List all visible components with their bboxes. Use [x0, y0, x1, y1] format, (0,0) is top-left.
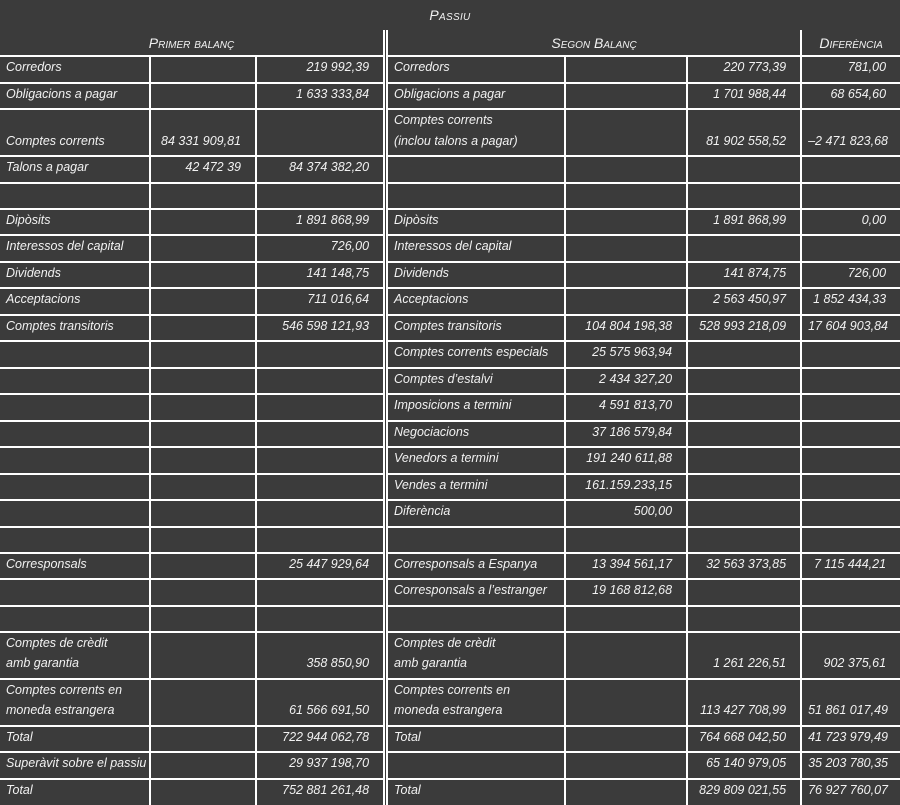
cell-first-total: 61 566 691,50 [256, 679, 384, 726]
cell-second-label: Total [387, 779, 565, 805]
cell-first-total [256, 447, 384, 474]
cell-second-subtotal [565, 183, 687, 209]
cell-second-total: 1 261 226,51 [687, 632, 801, 679]
cell-second-total: 528 993 218,09 [687, 315, 801, 342]
cell-first-subtotal [150, 474, 256, 501]
cell-second-label: Dividends [387, 262, 565, 289]
table-row [0, 474, 900, 501]
cell-first-total [256, 421, 384, 448]
cell-difference [801, 579, 900, 606]
cell-first-total: 141 148,75 [256, 262, 384, 289]
cell-first-label [0, 474, 150, 501]
cell-difference: 41 723 979,49 [801, 726, 900, 753]
cell-first-label [0, 579, 150, 606]
cell-first-subtotal [150, 421, 256, 448]
cell-second-total [687, 527, 801, 553]
table-row [0, 315, 900, 342]
cell-second-total [687, 156, 801, 183]
table-row [0, 209, 900, 236]
cell-second-label: Comptes d’estalvi [387, 368, 565, 395]
cell-first-subtotal [150, 679, 256, 726]
cell-second-subtotal [565, 679, 687, 726]
cell-second-label [387, 606, 565, 632]
cell-first-label [0, 183, 150, 209]
cell-second-subtotal [565, 726, 687, 753]
cell-second-label: Imposicions a termini [387, 394, 565, 421]
cell-first-total: 546 598 121,93 [256, 315, 384, 342]
cell-first-total [256, 606, 384, 632]
cell-second-subtotal: 161.159.233,15 [565, 474, 687, 501]
cell-second-subtotal [565, 632, 687, 679]
table-row [0, 679, 900, 726]
cell-first-total: 752 881 261,48 [256, 779, 384, 805]
table-row [0, 156, 900, 183]
table-row [0, 262, 900, 289]
cell-first-label: Obligacions a pagar [0, 83, 150, 110]
cell-difference: 68 654,60 [801, 83, 900, 110]
cell-difference: 726,00 [801, 262, 900, 289]
table-row [0, 56, 900, 83]
cell-first-label [0, 394, 150, 421]
table-row [0, 83, 900, 110]
cell-first-label [0, 341, 150, 368]
cell-difference [801, 421, 900, 448]
cell-difference: 1 852 434,33 [801, 288, 900, 315]
cell-first-label: Comptes de crèdit amb garantia [0, 632, 150, 679]
cell-first-subtotal [150, 632, 256, 679]
cell-second-subtotal [565, 56, 687, 83]
cell-first-subtotal [150, 579, 256, 606]
cell-first-total: 25 447 929,64 [256, 553, 384, 580]
cell-difference [801, 447, 900, 474]
cell-second-label [387, 156, 565, 183]
cell-first-label: Corresponsals [0, 553, 150, 580]
table-row [0, 341, 900, 368]
cell-second-total [687, 394, 801, 421]
cell-second-total: 1 891 868,99 [687, 209, 801, 236]
cell-difference: 7 115 444,21 [801, 553, 900, 580]
cell-difference [801, 394, 900, 421]
cell-first-total: 1 891 868,99 [256, 209, 384, 236]
cell-second-subtotal: 191 240 611,88 [565, 447, 687, 474]
cell-first-subtotal [150, 779, 256, 805]
cell-first-total [256, 579, 384, 606]
cell-difference [801, 500, 900, 527]
cell-second-total: 2 563 450,97 [687, 288, 801, 315]
cell-second-label [387, 752, 565, 779]
cell-second-subtotal [565, 156, 687, 183]
cell-first-label [0, 368, 150, 395]
cell-first-total [256, 394, 384, 421]
cell-second-label: Interessos del capital [387, 235, 565, 262]
cell-first-total: 1 633 333,84 [256, 83, 384, 110]
cell-first-total: 219 992,39 [256, 56, 384, 83]
cell-second-total: 1 701 988,44 [687, 83, 801, 110]
table-row [0, 421, 900, 448]
cell-difference [801, 474, 900, 501]
cell-second-subtotal: 500,00 [565, 500, 687, 527]
cell-difference [801, 368, 900, 395]
cell-first-subtotal [150, 752, 256, 779]
cell-first-label: Comptes transitoris [0, 315, 150, 342]
cell-second-total [687, 183, 801, 209]
table-row [0, 500, 900, 527]
cell-second-label: Corresponsals a l’estranger [387, 579, 565, 606]
cell-first-label: Interessos del capital [0, 235, 150, 262]
cell-second-total [687, 579, 801, 606]
header-second-balance: Segon Balanç [387, 30, 801, 56]
cell-second-subtotal: 104 804 198,38 [565, 315, 687, 342]
table-row [0, 553, 900, 580]
cell-first-subtotal [150, 606, 256, 632]
cell-second-subtotal [565, 779, 687, 805]
cell-second-subtotal: 25 575 963,94 [565, 341, 687, 368]
cell-second-label: Vendes a termini [387, 474, 565, 501]
cell-first-total: 29 937 198,70 [256, 752, 384, 779]
cell-second-subtotal [565, 209, 687, 236]
cell-second-total: 141 874,75 [687, 262, 801, 289]
cell-difference [801, 183, 900, 209]
cell-first-label: Comptes corrents [0, 109, 150, 156]
cell-first-subtotal: 84 331 909,81 [150, 109, 256, 156]
cell-second-total: 65 140 979,05 [687, 752, 801, 779]
cell-second-subtotal [565, 288, 687, 315]
cell-second-label: Comptes corrents en moneda estrangera [387, 679, 565, 726]
cell-second-total [687, 447, 801, 474]
cell-first-subtotal [150, 726, 256, 753]
cell-first-subtotal [150, 56, 256, 83]
cell-first-label: Dividends [0, 262, 150, 289]
table-row [0, 235, 900, 262]
cell-difference: 0,00 [801, 209, 900, 236]
cell-first-label: Comptes corrents en moneda estrangera [0, 679, 150, 726]
cell-second-total: 220 773,39 [687, 56, 801, 83]
cell-second-label: Comptes de crèdit amb garantia [387, 632, 565, 679]
cell-second-subtotal: 4 591 813,70 [565, 394, 687, 421]
table-row [0, 183, 900, 209]
cell-first-subtotal [150, 235, 256, 262]
cell-second-label: Comptes corrents especials [387, 341, 565, 368]
cell-first-total [256, 368, 384, 395]
cell-difference: 902 375,61 [801, 632, 900, 679]
cell-second-total [687, 421, 801, 448]
cell-second-total [687, 341, 801, 368]
cell-difference: 17 604 903,84 [801, 315, 900, 342]
cell-difference [801, 156, 900, 183]
cell-second-subtotal: 37 186 579,84 [565, 421, 687, 448]
cell-difference: 781,00 [801, 56, 900, 83]
table-row [0, 368, 900, 395]
cell-first-subtotal [150, 341, 256, 368]
cell-first-subtotal [150, 368, 256, 395]
cell-first-subtotal: 42 472 39 [150, 156, 256, 183]
cell-difference: 35 203 780,35 [801, 752, 900, 779]
cell-second-subtotal [565, 752, 687, 779]
cell-first-label: Corredors [0, 56, 150, 83]
table-row [0, 394, 900, 421]
cell-first-label [0, 527, 150, 553]
cell-second-subtotal [565, 83, 687, 110]
cell-first-total: 722 944 062,78 [256, 726, 384, 753]
cell-difference: 51 861 017,49 [801, 679, 900, 726]
cell-second-label: Obligacions a pagar [387, 83, 565, 110]
cell-second-label: Total [387, 726, 565, 753]
table-row [0, 752, 900, 779]
cell-second-label: Diferència [387, 500, 565, 527]
cell-first-label: Talons a pagar [0, 156, 150, 183]
cell-first-subtotal [150, 83, 256, 110]
cell-second-subtotal [565, 235, 687, 262]
cell-first-total [256, 474, 384, 501]
cell-first-label: Acceptacions [0, 288, 150, 315]
cell-difference [801, 527, 900, 553]
cell-second-total [687, 606, 801, 632]
cell-second-subtotal: 19 168 812,68 [565, 579, 687, 606]
cell-first-label: Total [0, 779, 150, 805]
cell-second-total [687, 474, 801, 501]
cell-first-subtotal [150, 447, 256, 474]
cell-second-label: Negociacions [387, 421, 565, 448]
cell-second-total: 764 668 042,50 [687, 726, 801, 753]
cell-first-label: Dipòsits [0, 209, 150, 236]
cell-difference [801, 606, 900, 632]
table-row [0, 447, 900, 474]
cell-first-subtotal [150, 262, 256, 289]
header-first-balance: Primer balanç [0, 30, 384, 56]
cell-second-subtotal [565, 262, 687, 289]
cell-second-label: Comptes transitoris [387, 315, 565, 342]
cell-first-total: 358 850,90 [256, 632, 384, 679]
cell-second-total [687, 368, 801, 395]
cell-first-total: 84 374 382,20 [256, 156, 384, 183]
cell-first-label [0, 421, 150, 448]
cell-first-subtotal [150, 183, 256, 209]
table-row [0, 527, 900, 553]
cell-first-total [256, 109, 384, 156]
cell-first-total [256, 500, 384, 527]
cell-second-total: 829 809 021,55 [687, 779, 801, 805]
liabilities-table [0, 30, 900, 805]
cell-first-subtotal [150, 288, 256, 315]
table-row [0, 779, 900, 805]
cell-second-total: 113 427 708,99 [687, 679, 801, 726]
cell-first-subtotal [150, 209, 256, 236]
cell-first-label: Total [0, 726, 150, 753]
table-row [0, 288, 900, 315]
cell-second-label: Acceptacions [387, 288, 565, 315]
cell-first-total [256, 527, 384, 553]
cell-difference [801, 341, 900, 368]
cell-first-subtotal [150, 553, 256, 580]
cell-second-label: Venedors a termini [387, 447, 565, 474]
cell-first-total [256, 183, 384, 209]
table-row [0, 632, 900, 679]
cell-first-subtotal [150, 394, 256, 421]
table-row [0, 606, 900, 632]
table-row [0, 109, 900, 156]
table-row [0, 579, 900, 606]
cell-second-label: Corredors [387, 56, 565, 83]
cell-second-subtotal: 13 394 561,17 [565, 553, 687, 580]
cell-first-total: 711 016,64 [256, 288, 384, 315]
cell-first-label [0, 500, 150, 527]
header-difference: Diferència [801, 30, 900, 56]
cell-first-subtotal [150, 527, 256, 553]
cell-second-total [687, 500, 801, 527]
table-row [0, 726, 900, 753]
cell-first-label [0, 447, 150, 474]
cell-second-subtotal [565, 527, 687, 553]
table-title: Passiu [429, 7, 471, 23]
cell-second-total: 81 902 558,52 [687, 109, 801, 156]
cell-first-subtotal [150, 500, 256, 527]
cell-difference [801, 235, 900, 262]
cell-second-label [387, 527, 565, 553]
cell-second-subtotal [565, 109, 687, 156]
cell-second-label [387, 183, 565, 209]
cell-second-label: Dipòsits [387, 209, 565, 236]
cell-second-label: Comptes corrents (inclou talons a pagar) [387, 109, 565, 156]
cell-difference: 76 927 760,07 [801, 779, 900, 805]
cell-second-subtotal: 2 434 327,20 [565, 368, 687, 395]
cell-second-total [687, 235, 801, 262]
cell-second-label: Corresponsals a Espanya [387, 553, 565, 580]
cell-second-total: 32 563 373,85 [687, 553, 801, 580]
cell-difference: –2 471 823,68 [801, 109, 900, 156]
cell-first-total: 726,00 [256, 235, 384, 262]
cell-second-subtotal [565, 606, 687, 632]
cell-first-subtotal [150, 315, 256, 342]
header-row [0, 30, 900, 56]
cell-first-total [256, 341, 384, 368]
cell-first-label [0, 606, 150, 632]
cell-first-label: Superàvit sobre el passiu [0, 752, 150, 779]
